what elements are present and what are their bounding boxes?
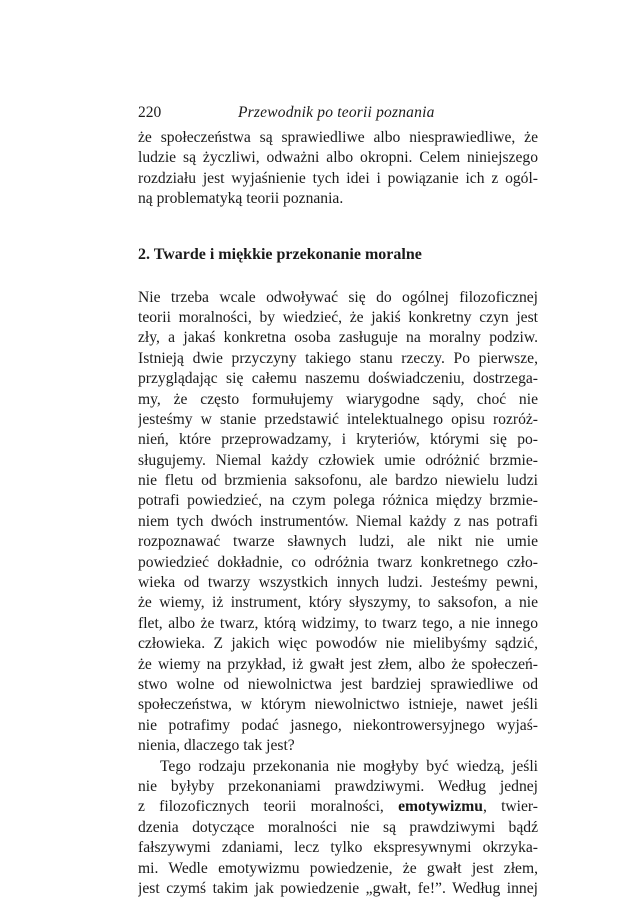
text-line: my, że często formułujemy wiarygodne sądy, choć nie — [138, 390, 538, 408]
text-line: jesteśmy w stanie przedstawić intelektualnego opisu rozróż- — [138, 410, 538, 428]
text-line: nienia, dlaczego tak jest? — [138, 737, 295, 755]
text-line: nień, które przeprowadzamy, i kryteriów, którymi się po- — [138, 431, 538, 449]
text-line: niem tych dwóch instrumentów. Niemal każdy z nas potrafi — [138, 512, 538, 530]
text-line: społeczeństwa, w którym niewolnictwo istnieje, nawet jeśli — [138, 696, 538, 714]
running-head — [138, 104, 538, 126]
text-line: Tego rodzaju przekonania nie mogłyby być wiedzą, jeśli — [160, 757, 538, 775]
text-line: człowieka. Z jakich więc powodów nie mielibyśmy sądzić, — [138, 635, 538, 653]
paragraph-continuation — [138, 128, 538, 210]
text-line: nie byłyby przekonaniami prawdziwymi. Według jednej — [138, 777, 538, 795]
book-page — [138, 104, 538, 899]
page-number: 220 — [138, 104, 162, 121]
text-line-with-term — [138, 797, 538, 817]
text-line: że społeczeństwa są sprawiedliwe albo niesprawiedliwe, że — [138, 129, 538, 146]
text-line: nie fletu od brzmienia saksofonu, ale bardzo niewielu ludzi — [138, 472, 538, 490]
text-line: że wiemy, iż instrument, który słyszymy, to saksofon, a nie — [138, 594, 538, 612]
text-line: rozpoznawać twarze sławnych ludzi, ale nikt nie umie — [138, 533, 538, 551]
paragraph-main — [138, 288, 538, 757]
text-line: ną problematyką teorii poznania. — [138, 190, 344, 208]
text-line: sługujemy. Niemal każdy człowiek umie odróżnić brzmie- — [138, 451, 538, 469]
text-fragment: z filozoficznych teorii moralności, — [138, 798, 399, 816]
paragraph-emotivism — [138, 757, 538, 899]
text-fragment: , twier- — [482, 798, 538, 816]
bold-term: emotywizmu — [398, 798, 483, 816]
text-line: stwo wolne od niewolnictwa jest bardziej sprawiedliwe od — [138, 675, 538, 693]
text-line: przyglądając się całemu naszemu doświadczeniu, dostrzega- — [138, 370, 538, 388]
text-line: zły, a jakaś konkretna osoba zasługuje na moralny podziw. — [138, 329, 538, 347]
text-line: dzenia dotyczące moralności nie są prawdziwymi bądź — [138, 818, 538, 836]
section-heading: 2. Twarde i miękkie przekonanie moralne — [138, 245, 422, 263]
text-line: powiedzieć dokładnie, co odróżnia twarz konkretnego czło- — [138, 553, 538, 571]
text-line: wieka od twarzy wszystkich innych ludzi. Jesteśmy pewni, — [138, 574, 538, 592]
text-line: fałszywymi zdaniami, lecz tylko ekspresywnymi okrzyka- — [138, 839, 538, 857]
text-line: nie potrafimy podać jasnego, niekontrowersyjnego wyjaś- — [138, 716, 538, 734]
running-title: Przewodnik po teorii poznania — [238, 104, 435, 121]
text-line: flet, albo że twarz, którą widzimy, to twarz tego, a nie innego — [138, 614, 538, 632]
text-line: mi. Wedle emotywizmu powiedzenie, że gwałt jest złem, — [138, 859, 538, 877]
text-line: teorii moralności, by wiedzieć, że jakiś konkretny czyn jest — [138, 308, 538, 326]
text-line: ludzie są życzliwi, odważni albo okropni. Celem niniejszego — [138, 149, 538, 167]
text-line: Nie trzeba wcale odwoływać się do ogólnej filozoficznej — [138, 288, 538, 306]
text-line: jest czymś takim jak powiedzenie „gwałt, fe!”. Według innej — [138, 879, 538, 897]
text-line: rozdziału jest wyjaśnienie tych idei i powiązanie ich z ogól- — [138, 169, 538, 187]
text-line: Istnieją dwie przyczyny takiego stanu rzeczy. Po pierwsze, — [138, 349, 538, 367]
text-line: że wiemy na przykład, iż gwałt jest złem, albo że społeczeń- — [138, 655, 538, 673]
text-line: potrafi powiedzieć, na czym polega różnica między brzmie- — [138, 492, 538, 510]
